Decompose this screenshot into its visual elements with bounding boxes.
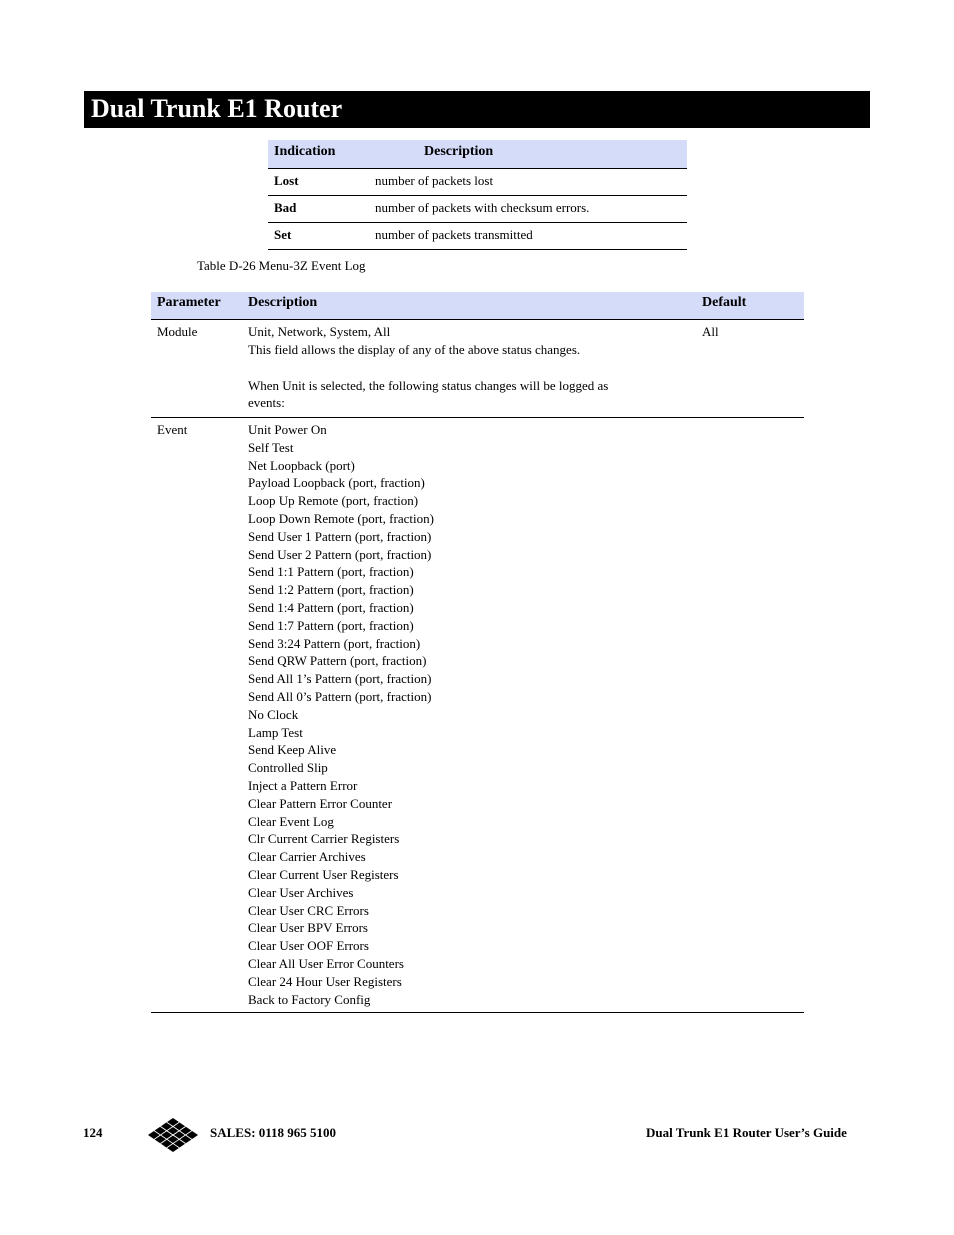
header-bar (84, 91, 870, 128)
event-item: Send User 1 Pattern (port, fraction) (248, 528, 432, 544)
description-line: Unit, Network, System, All (248, 324, 391, 339)
table-caption (197, 258, 366, 274)
event-item: Send QRW Pattern (port, fraction) (248, 653, 427, 669)
diamond-logo-icon (148, 1118, 198, 1152)
event-item: Send Keep Alive (248, 742, 337, 758)
indication-table (268, 140, 687, 250)
event-item: Loop Down Remote (port, fraction) (248, 510, 434, 526)
table-row-module (151, 320, 804, 418)
table-row (268, 169, 687, 196)
event-log-table (151, 292, 804, 1013)
description-cell (248, 320, 688, 416)
default-cell: All (702, 324, 719, 339)
caption-title: Menu-3Z Event Log (258, 258, 366, 273)
table-row-event (151, 418, 804, 1013)
event-item: Send 1:2 Pattern (port, fraction) (248, 582, 414, 598)
guide-title: Dual Trunk E1 Router User’s Guide (646, 1125, 847, 1140)
event-item: Unit Power On (248, 422, 327, 437)
event-item: Clear User CRC Errors (248, 902, 369, 918)
table-row (268, 196, 687, 223)
description-cell: number of packets with checksum errors. (375, 200, 590, 215)
event-item: Send 1:4 Pattern (port, fraction) (248, 599, 414, 615)
event-item: Lamp Test (248, 724, 303, 740)
column-header-parameter: Parameter (157, 295, 221, 310)
page-title: Dual Trunk E1 Router (91, 94, 343, 123)
event-item: Clear 24 Hour User Registers (248, 973, 402, 989)
indication-table-header (268, 140, 687, 169)
indication-cell: Lost (274, 173, 299, 188)
description-line: events: (248, 395, 285, 411)
sales-phone: SALES: 0118 965 5100 (210, 1125, 337, 1140)
event-item: Clear User BPV Errors (248, 920, 368, 936)
parameter-cell: Event (157, 422, 188, 437)
description-line: This field allows the display of any of the above status changes. (248, 341, 581, 357)
event-log-table-header (151, 292, 804, 320)
event-item: Send 1:7 Pattern (port, fraction) (248, 617, 414, 633)
column-header-indication: Indication (274, 144, 336, 159)
description-line: When Unit is selected, the following status changes will be logged as (248, 377, 609, 393)
event-item: Payload Loopback (port, fraction) (248, 475, 425, 491)
description-cell: number of packets lost (375, 173, 494, 188)
event-item: Clear User OOF Errors (248, 938, 369, 954)
event-item: Clr Current Carrier Registers (248, 831, 400, 847)
event-item: Net Loopback (port) (248, 457, 355, 473)
column-header-default: Default (702, 295, 747, 310)
event-item: Send User 2 Pattern (port, fraction) (248, 546, 432, 562)
event-item: Send All 0’s Pattern (port, fraction) (248, 688, 432, 704)
event-item: Clear Current User Registers (248, 866, 399, 882)
column-header-description: Description (248, 295, 318, 310)
event-item: Clear User Archives (248, 884, 354, 900)
page-number: 124 (83, 1125, 103, 1140)
description-gap (248, 359, 688, 377)
event-item: Send 3:24 Pattern (port, fraction) (248, 635, 421, 651)
event-item: Send All 1’s Pattern (port, fraction) (248, 671, 432, 687)
table-row (268, 223, 687, 250)
column-header-description: Description (424, 144, 494, 159)
event-item: Controlled Slip (248, 760, 328, 776)
page-footer (0, 1118, 954, 1158)
indication-cell: Set (274, 227, 292, 242)
event-item: No Clock (248, 706, 299, 722)
event-item: Self Test (248, 439, 294, 455)
event-item: Clear Pattern Error Counter (248, 795, 393, 811)
event-item: Back to Factory Config (248, 991, 371, 1007)
event-item: Loop Up Remote (port, fraction) (248, 493, 419, 509)
event-item: Send 1:1 Pattern (port, fraction) (248, 564, 414, 580)
description-cell: number of packets transmitted (375, 227, 533, 242)
event-item: Clear All User Error Counters (248, 955, 404, 971)
event-list (248, 418, 688, 1012)
indication-cell: Bad (274, 200, 297, 215)
event-item: Inject a Pattern Error (248, 777, 358, 793)
parameter-cell: Module (157, 324, 198, 339)
event-item: Clear Event Log (248, 813, 334, 829)
caption-number: Table D-26 (197, 258, 256, 273)
event-item: Clear Carrier Archives (248, 849, 366, 865)
